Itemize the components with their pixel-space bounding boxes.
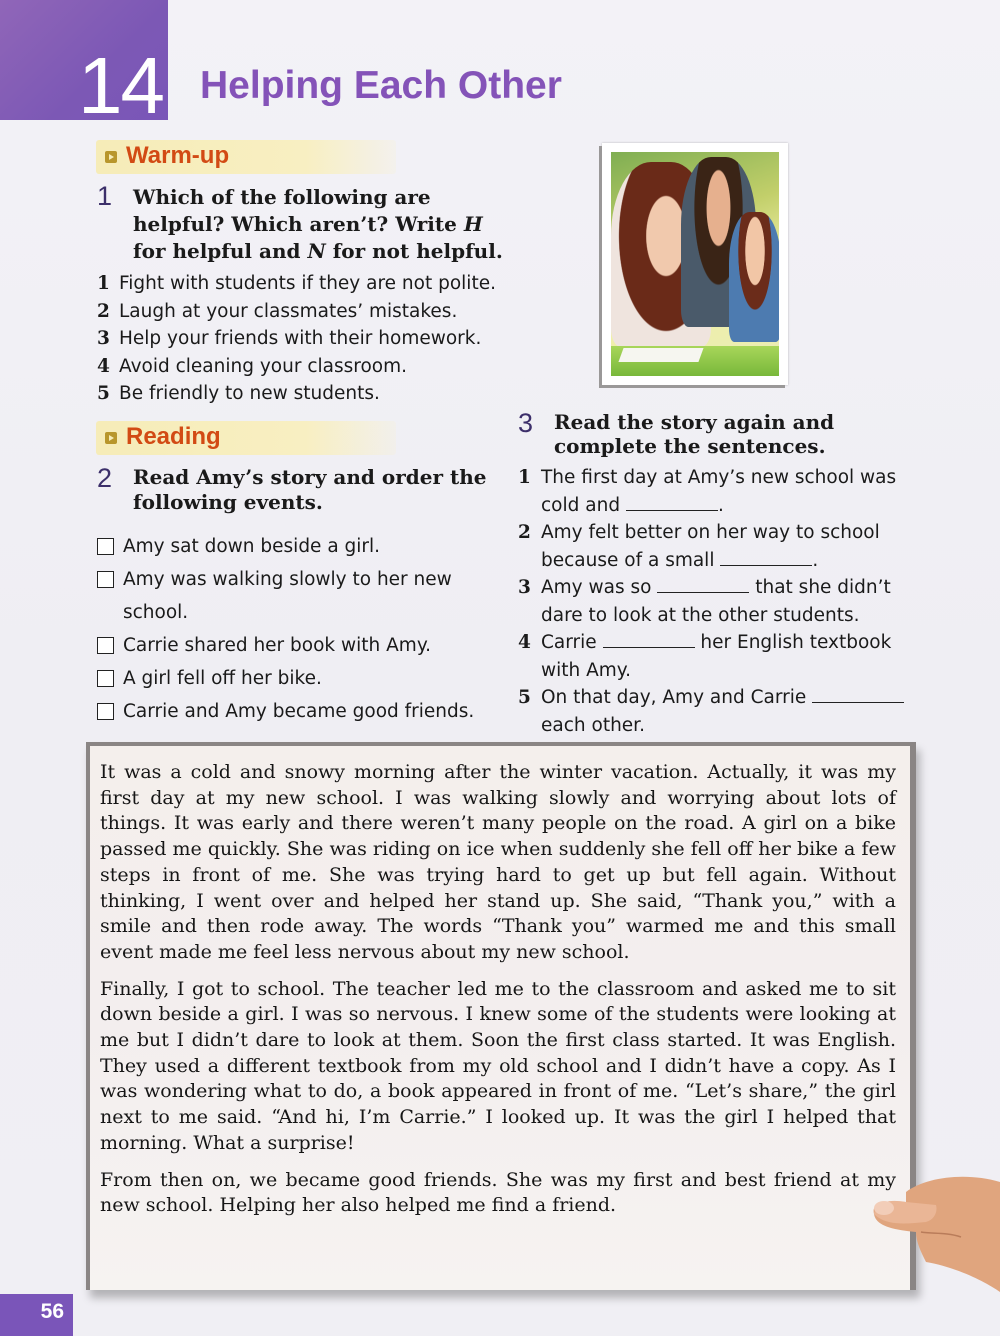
page-number-tab [0, 1294, 73, 1336]
order-checkbox[interactable] [97, 538, 114, 555]
list-item [518, 629, 908, 684]
list-item [97, 325, 517, 353]
exercise-1-prompt [133, 184, 513, 265]
photo-book [618, 348, 703, 362]
exercise-3-prompt: Read the story again and complete the sentences. [554, 410, 835, 458]
list-item [97, 353, 517, 381]
list-item[interactable] [97, 629, 497, 662]
answer-blank[interactable] [812, 685, 904, 703]
list-item[interactable] [97, 563, 497, 629]
order-checkbox[interactable] [97, 571, 114, 588]
item-text: On that day, Amy and Carrie [541, 687, 813, 708]
item-number: 4 [97, 355, 110, 377]
prompt-text: for helpful and [133, 239, 308, 263]
item-number: 1 [518, 467, 531, 488]
item-number: 1 [97, 273, 110, 294]
item-text: Amy felt better on her way to school because of a small [541, 522, 880, 571]
section-reading [96, 421, 396, 455]
item-text: Avoid cleaning your classroom. [119, 355, 407, 377]
item-number: 2 [518, 522, 531, 543]
item-text: that she didn’t dare to look at the other students. [541, 577, 891, 626]
list-item [518, 519, 908, 574]
section-warmup [96, 140, 396, 174]
item-text: . [812, 549, 819, 571]
exercise-3-list [518, 464, 908, 739]
list-item [97, 380, 517, 408]
list-item [518, 574, 908, 629]
list-item[interactable] [97, 695, 497, 728]
prompt-letter-n: N [307, 239, 326, 263]
unit-number: 14 [78, 41, 163, 130]
play-square-icon [105, 432, 117, 444]
answer-blank[interactable] [720, 548, 812, 566]
item-text: The first day at Amy’s new school was cold and [541, 467, 897, 516]
item-text: Carrie and Amy became good friends. [123, 701, 475, 722]
section-title-warmup: Warm-up [126, 142, 230, 169]
order-checkbox[interactable] [97, 703, 114, 720]
story-paragraph: From then on, we became good friends. She was my first and best friend at my new school. Helping her also helped me find a friend. [100, 1168, 896, 1217]
prompt-text: Which of the following are helpful? Which aren’t? Write [133, 185, 464, 236]
exercise-1-number: 1 [97, 181, 113, 211]
answer-blank[interactable] [603, 630, 695, 648]
item-text: A girl fell off her bike. [123, 668, 322, 689]
page-number: 56 [40, 1300, 64, 1323]
unit-title: Helping Each Other [200, 64, 562, 107]
exercise-1-list [97, 270, 517, 408]
story-paragraph: Finally, I got to school. The teacher led me to the classroom and asked me to sit down beside a girl. I was so nervous. I knew some of the students were looking at me but I didn’t dare to look at them. Soon the first class started. It was English. They used a different textbook from my old school and I didn’t have a copy. As I was wondering what to do, a book appeared in front of me. “Let’s share,” the girl next to me said. “And hi, I’m Carrie.” I looked up. It was the girl I helped that morning. What a surprise! [100, 977, 896, 1154]
photo-figure-girl-right [729, 212, 779, 342]
story-text [100, 760, 896, 1230]
item-number: 5 [97, 383, 110, 404]
list-item [97, 298, 517, 326]
item-number: 5 [518, 687, 531, 708]
hand-holding-card-icon [866, 1172, 1000, 1292]
order-checkbox[interactable] [97, 637, 114, 654]
list-item [518, 684, 908, 739]
play-square-icon [105, 151, 117, 163]
story-card [86, 742, 916, 1290]
unit-number-block [0, 0, 168, 130]
list-item[interactable] [97, 530, 497, 563]
exercise-2-number: 2 [97, 463, 113, 493]
students-photo [611, 152, 779, 376]
item-text: her English textbook with Amy. [541, 632, 892, 681]
exercise-2-list [97, 530, 497, 728]
item-text: Carrie [541, 632, 603, 653]
item-text: Help your friends with their homework. [119, 328, 482, 349]
prompt-text: for not helpful. [325, 239, 503, 263]
exercise-3-number: 3 [518, 408, 534, 438]
item-number: 4 [518, 632, 531, 653]
item-text: Amy sat down beside a girl. [123, 536, 381, 557]
item-text: Carrie shared her book with Amy. [123, 635, 432, 656]
item-text: each other. [541, 714, 645, 736]
list-item[interactable] [97, 662, 497, 695]
item-number: 3 [97, 328, 110, 349]
story-paragraph: It was a cold and snowy morning after the winter vacation. Actually, it was my first day at my new school. I was walking slowly and worrying about lots of things. It was early and there weren’t many people on the road. A girl on a bike passed me quickly. She was riding on ice when suddenly she fell off her bike a few steps in front of me. She was trying hard to get up but fell again. Without thinking, I went over and helped her stand up. She said, “Thank you,” with a smile and then rode away. The words “Thank you” warmed me and this small event made me feel less nervous about my new school. [100, 761, 896, 963]
section-title-reading: Reading [126, 423, 221, 450]
exercise-2-prompt: Read Amy’s story and order the following events. [133, 465, 487, 514]
item-text: . [717, 494, 724, 516]
item-text: Amy was walking slowly to her new school. [123, 569, 452, 623]
item-number: 3 [518, 577, 531, 598]
answer-blank[interactable] [626, 493, 718, 511]
students-photo-frame [602, 143, 788, 385]
item-number: 2 [97, 300, 110, 322]
list-item [518, 464, 908, 519]
list-item [97, 270, 517, 298]
item-text: Laugh at your classmates’ mistakes. [119, 300, 458, 322]
item-text: Be friendly to new students. [119, 383, 380, 404]
order-checkbox[interactable] [97, 670, 114, 687]
item-text: Fight with students if they are not polite. [119, 273, 496, 294]
item-text: Amy was so [541, 577, 658, 598]
answer-blank[interactable] [657, 575, 749, 593]
prompt-letter-h: H [463, 212, 483, 236]
